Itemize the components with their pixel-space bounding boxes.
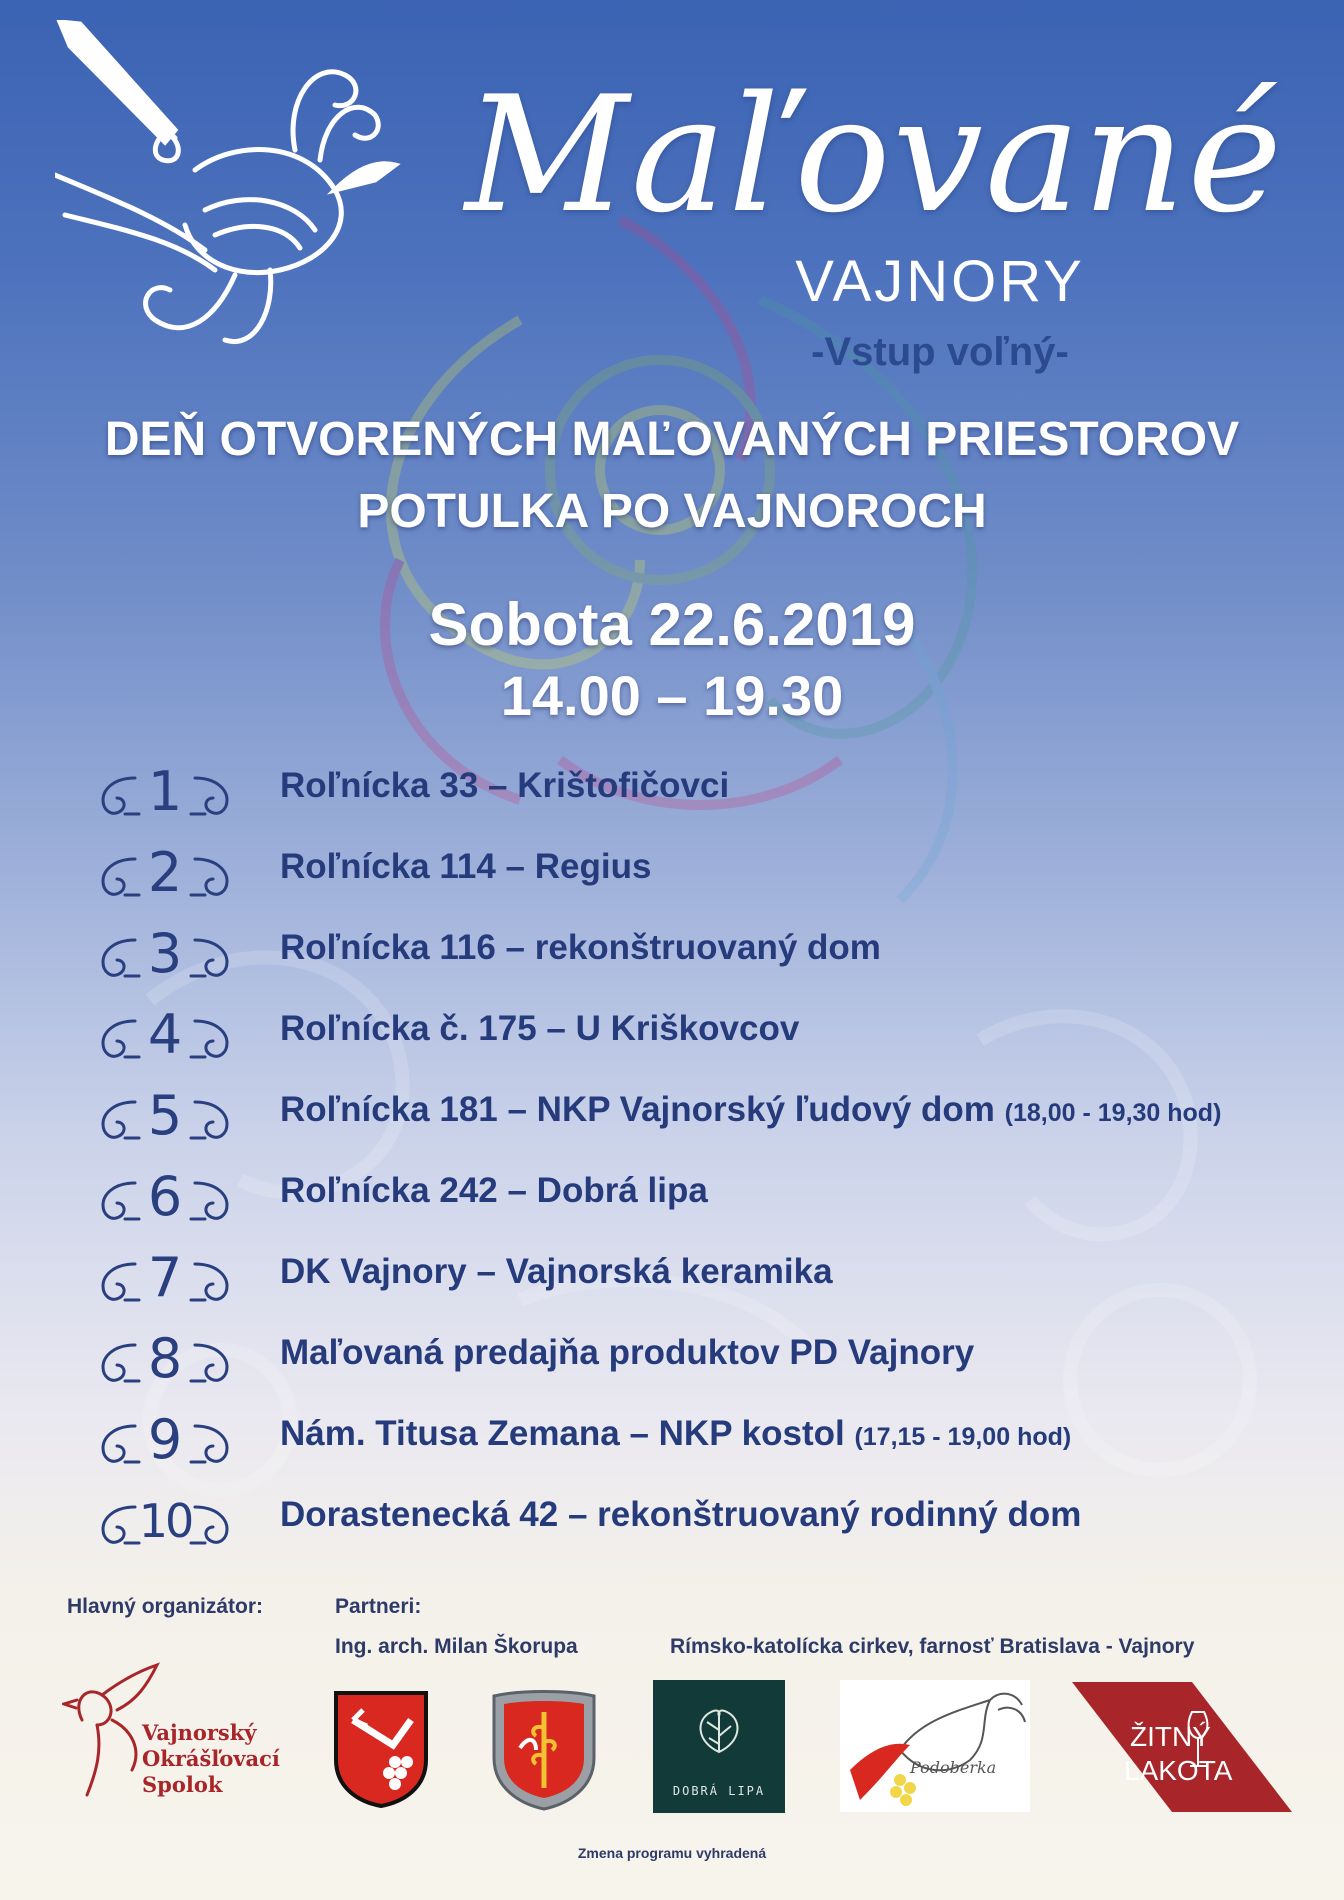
organizer-logo-line: Okrášľovací bbox=[142, 1746, 280, 1771]
stop-number-badge bbox=[95, 1084, 235, 1154]
list-item bbox=[95, 1084, 1325, 1165]
partner-name-parish: Rímsko-katolícka cirkev, farnosť Bratislava - Vajnory bbox=[670, 1635, 1195, 1658]
stop-address: Nám. Titusa Zemana – NKP kostol bbox=[280, 1414, 845, 1453]
stop-address: Maľovaná predajňa produktov PD Vajnory bbox=[280, 1333, 975, 1372]
bird-brush-logo-icon bbox=[55, 20, 450, 380]
stop-number-badge bbox=[95, 760, 235, 830]
stop-address: Dorastenecká 42 – rekonštruovaný rodinný dom bbox=[280, 1495, 1082, 1534]
organizer-logo-line: Spolok bbox=[142, 1772, 223, 1797]
podoberka-logo bbox=[840, 1680, 1030, 1812]
stop-number: 8 bbox=[147, 1327, 183, 1390]
stop-number: 6 bbox=[147, 1165, 183, 1228]
partner-name-architect: Ing. arch. Milan Škorupa bbox=[335, 1635, 578, 1658]
podoberka-logo-text: Podoberka bbox=[910, 1758, 997, 1777]
stop-address: Roľnícka 116 – rekonštruovaný dom bbox=[280, 928, 881, 967]
stop-address: Roľnícka 181 – NKP Vajnorský ľudový dom bbox=[280, 1090, 995, 1129]
stop-hours-note: (17,15 - 19,00 hod) bbox=[854, 1423, 1072, 1451]
stop-number: 3 bbox=[147, 922, 183, 985]
vajnory-coat-of-arms-icon bbox=[333, 1690, 429, 1808]
dove-grapes-icon bbox=[840, 1680, 1030, 1812]
zitny-lakota-logo bbox=[1072, 1682, 1292, 1812]
list-item bbox=[95, 1489, 1325, 1570]
stop-number-badge bbox=[95, 1246, 235, 1316]
stop-number-badge bbox=[95, 1408, 235, 1478]
stop-number: 9 bbox=[147, 1408, 183, 1471]
stop-number-badge bbox=[95, 1489, 235, 1559]
list-item bbox=[95, 1246, 1325, 1327]
stop-number-badge bbox=[95, 922, 235, 992]
stop-label bbox=[280, 928, 881, 968]
dobra-lipa-logo bbox=[653, 1680, 785, 1813]
zitny-logo-line: ŽITNÝ bbox=[1130, 1721, 1211, 1752]
stop-hours-note: (18,00 - 19,30 hod) bbox=[1004, 1099, 1222, 1127]
event-headline: DEŇ OTVORENÝCH MAĽOVANÝCH PRIESTOROV bbox=[104, 413, 1240, 466]
program-change-note: Zmena programu vyhradená bbox=[577, 1845, 767, 1861]
linden-leaf-icon bbox=[689, 1700, 749, 1760]
list-item bbox=[95, 1327, 1325, 1408]
dobra-lipa-logo-text: DOBRÁ LIPA bbox=[672, 1784, 766, 1798]
stop-address: Roľnícka 114 – Regius bbox=[280, 847, 652, 886]
zitny-lakota-logo-text bbox=[1124, 1720, 1233, 1788]
stop-number: 10 bbox=[138, 1494, 192, 1548]
poster-subtitle: VAJNORY bbox=[795, 249, 1085, 314]
stops-list bbox=[95, 760, 1325, 1570]
event-date: Sobota 22.6.2019 bbox=[428, 591, 916, 658]
stop-label bbox=[280, 1171, 708, 1211]
zitny-logo-line: LAKOTA bbox=[1124, 1755, 1233, 1786]
stop-label bbox=[280, 766, 729, 806]
stop-address: Roľnícka č. 175 – U Kriškovcov bbox=[280, 1009, 800, 1048]
stop-address: DK Vajnory – Vajnorská keramika bbox=[280, 1252, 833, 1291]
stop-address: Roľnícka 33 – Krištofičovci bbox=[280, 766, 730, 805]
entry-free-note: -Vstup voľný- bbox=[811, 330, 1069, 374]
organizer-logo-line: Vajnorský bbox=[142, 1720, 257, 1745]
stop-label bbox=[280, 1009, 799, 1049]
organizer-label: Hlavný organizátor: bbox=[67, 1595, 264, 1618]
stop-number-badge bbox=[95, 1327, 235, 1397]
stop-label bbox=[280, 1414, 1071, 1454]
list-item bbox=[95, 922, 1325, 1003]
organizer-logo bbox=[62, 1660, 282, 1800]
stop-label bbox=[280, 847, 651, 887]
organizer-logo-text bbox=[142, 1720, 280, 1798]
stop-label bbox=[280, 1090, 1221, 1130]
stop-number-badge bbox=[95, 1003, 235, 1073]
list-item bbox=[95, 1408, 1325, 1489]
poster-title: Maľované bbox=[465, 61, 1285, 248]
stop-label bbox=[280, 1495, 1081, 1535]
stop-number-badge bbox=[95, 1165, 235, 1235]
stop-number: 5 bbox=[147, 1084, 183, 1147]
event-subheadline: POTULKA PO VAJNOROCH bbox=[357, 485, 987, 538]
stop-number-badge bbox=[95, 841, 235, 911]
stop-number: 1 bbox=[147, 760, 183, 823]
event-time: 14.00 – 19.30 bbox=[500, 664, 844, 727]
stop-address: Roľnícka 242 – Dobrá lipa bbox=[280, 1171, 708, 1210]
stop-number: 2 bbox=[147, 841, 183, 904]
stop-label bbox=[280, 1252, 833, 1292]
stop-number: 7 bbox=[147, 1246, 183, 1309]
partners-label: Partneri: bbox=[335, 1595, 422, 1618]
stop-number: 4 bbox=[147, 1003, 183, 1066]
list-item bbox=[95, 1003, 1325, 1084]
parish-emblem-icon bbox=[490, 1688, 598, 1812]
list-item bbox=[95, 1165, 1325, 1246]
stop-label bbox=[280, 1333, 974, 1373]
list-item bbox=[95, 841, 1325, 922]
list-item bbox=[95, 760, 1325, 841]
